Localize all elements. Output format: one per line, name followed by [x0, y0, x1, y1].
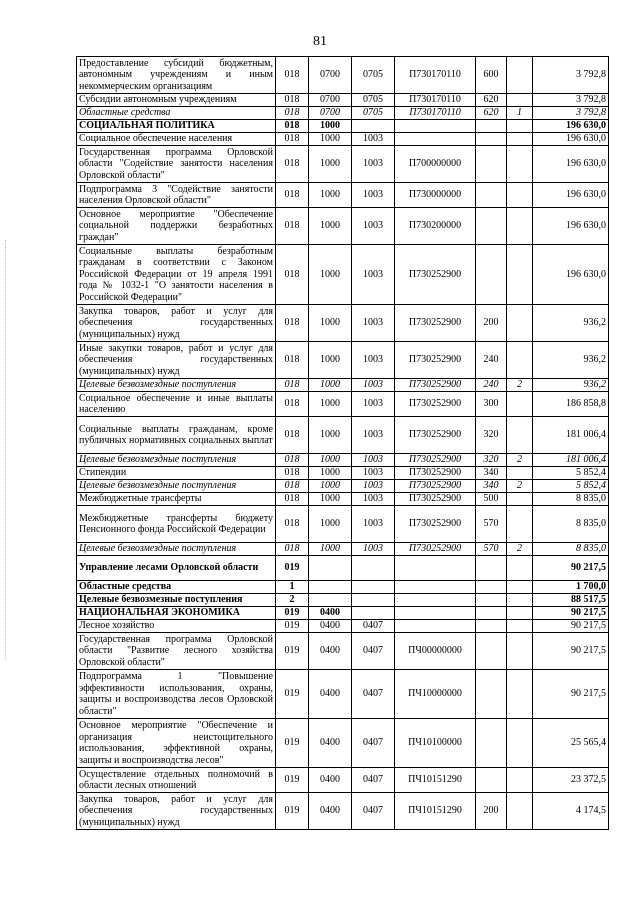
row-csr [395, 594, 476, 607]
row-sum: 1 700,0 [533, 581, 609, 594]
row-src [507, 146, 533, 183]
row-sum: 3 792,8 [533, 107, 609, 120]
row-csr: П730252900 [395, 480, 476, 493]
row-src: 2 [507, 379, 533, 392]
row-src: 2 [507, 543, 533, 556]
row-sum: 936,2 [533, 379, 609, 392]
row-name: Основное мероприятие "Обеспечение и организация неистощительного использования, эффективной охраны, защиты и воспроизводства лесов" [77, 719, 276, 768]
row-csr: ПЧ00000000 [395, 633, 476, 670]
row-name: Социальные выплаты безработным гражданам в соответствии с Законом Российской Федерации от 19 апреля 1991 года № 1032-1 "О занятости населения в Российской Федерации" [77, 245, 276, 305]
row-src: 2 [507, 454, 533, 467]
row-src: 2 [507, 480, 533, 493]
row-ved: 019 [276, 719, 309, 768]
row-name: Целевые безвозмезные поступления [77, 594, 276, 607]
row-rz: 1000 [309, 417, 352, 454]
row-name: Управление лесами Орловской области [77, 556, 276, 581]
row-sum: 181 006,4 [533, 454, 609, 467]
table-row [77, 183, 609, 208]
table-row [77, 94, 609, 107]
row-ved: 018 [276, 146, 309, 183]
row-src [507, 719, 533, 768]
row-csr [395, 607, 476, 620]
table-row [77, 208, 609, 245]
row-ved: 018 [276, 94, 309, 107]
row-name: Государственная программа Орловской области "Развитие лесного хозяйства Орловской области" [77, 633, 276, 670]
row-src [507, 493, 533, 506]
page-number: 81 [313, 34, 327, 49]
row-rz: 1000 [309, 120, 352, 133]
row-csr: П730252900 [395, 417, 476, 454]
row-csr: П730252900 [395, 543, 476, 556]
row-name: Межбюджетные трансферты [77, 493, 276, 506]
row-src [507, 94, 533, 107]
row-sum: 90 217,5 [533, 607, 609, 620]
row-name: НАЦИОНАЛЬНАЯ ЭКОНОМИКА [77, 607, 276, 620]
row-csr [395, 120, 476, 133]
row-csr: П730252900 [395, 467, 476, 480]
row-ved: 1 [276, 581, 309, 594]
row-name: Основное мероприятие "Обеспечение социальной поддержки безработных граждан" [77, 208, 276, 245]
row-pr: 1003 [352, 208, 395, 245]
row-vr: 200 [476, 305, 507, 342]
row-ved: 018 [276, 506, 309, 543]
row-ved: 019 [276, 607, 309, 620]
row-name: Социальное обеспечение населения [77, 133, 276, 146]
row-vr: 240 [476, 342, 507, 379]
row-src [507, 342, 533, 379]
row-pr: 0407 [352, 670, 395, 719]
row-ved: 019 [276, 793, 309, 830]
row-csr [395, 620, 476, 633]
row-sum: 196 630,0 [533, 133, 609, 146]
row-rz: 1000 [309, 454, 352, 467]
row-pr [352, 594, 395, 607]
row-sum: 5 852,4 [533, 480, 609, 493]
table-row [77, 480, 609, 493]
row-pr: 0407 [352, 633, 395, 670]
row-sum: 3 792,8 [533, 57, 609, 94]
row-vr: 620 [476, 107, 507, 120]
table-row [77, 305, 609, 342]
row-csr: П730252900 [395, 245, 476, 305]
row-sum: 8 835,0 [533, 493, 609, 506]
row-vr [476, 183, 507, 208]
row-ved: 018 [276, 543, 309, 556]
row-pr: 1003 [352, 506, 395, 543]
row-csr: П730252900 [395, 342, 476, 379]
row-csr: ПЧ10100000 [395, 719, 476, 768]
row-pr: 1003 [352, 133, 395, 146]
row-vr: 240 [476, 379, 507, 392]
row-name: Закупка товаров, работ и услуг для обеспечения государственных (муниципальных) нужд [77, 793, 276, 830]
row-vr: 340 [476, 480, 507, 493]
row-sum: 88 517,5 [533, 594, 609, 607]
row-ved: 018 [276, 480, 309, 493]
table-row [77, 506, 609, 543]
row-sum: 90 217,5 [533, 670, 609, 719]
row-rz: 0400 [309, 768, 352, 793]
row-pr: 1003 [352, 417, 395, 454]
table-row [77, 146, 609, 183]
row-ved: 018 [276, 417, 309, 454]
row-ved: 018 [276, 392, 309, 417]
row-sum: 181 006,4 [533, 417, 609, 454]
table-row [77, 581, 609, 594]
row-vr: 340 [476, 467, 507, 480]
table-row [77, 392, 609, 417]
row-vr: 570 [476, 543, 507, 556]
row-name: Предоставление субсидий бюджетным, автономным учреждениям и иным некоммерческим организациям [77, 57, 276, 94]
row-name: Субсидии автономным учреждениям [77, 94, 276, 107]
row-vr [476, 208, 507, 245]
row-csr: П730200000 [395, 208, 476, 245]
row-rz: 0700 [309, 107, 352, 120]
row-pr: 1003 [352, 183, 395, 208]
table-row [77, 719, 609, 768]
row-rz: 1000 [309, 208, 352, 245]
row-sum: 4 174,5 [533, 793, 609, 830]
row-sum: 936,2 [533, 342, 609, 379]
row-vr [476, 594, 507, 607]
row-csr [395, 581, 476, 594]
row-rz: 1000 [309, 342, 352, 379]
row-vr [476, 556, 507, 581]
row-ved: 018 [276, 467, 309, 480]
row-pr: 0705 [352, 107, 395, 120]
row-pr: 0407 [352, 620, 395, 633]
row-ved: 019 [276, 620, 309, 633]
row-pr: 1003 [352, 454, 395, 467]
table-row [77, 556, 609, 581]
row-pr: 0407 [352, 793, 395, 830]
row-sum: 3 792,8 [533, 94, 609, 107]
row-name: Целевые безвозмездные поступления [77, 543, 276, 556]
row-sum: 8 835,0 [533, 506, 609, 543]
row-ved: 018 [276, 107, 309, 120]
row-src [507, 57, 533, 94]
row-pr: 1003 [352, 467, 395, 480]
row-name: Областные средства [77, 581, 276, 594]
row-sum: 196 630,0 [533, 183, 609, 208]
row-name: Межбюджетные трансферты бюджету Пенсионного фонда Российской Федерации [77, 506, 276, 543]
row-vr [476, 633, 507, 670]
row-csr: П730252900 [395, 392, 476, 417]
row-ved: 018 [276, 454, 309, 467]
row-vr: 500 [476, 493, 507, 506]
row-sum: 196 630,0 [533, 208, 609, 245]
row-sum: 936,2 [533, 305, 609, 342]
table-row [77, 417, 609, 454]
row-sum: 25 565,4 [533, 719, 609, 768]
row-name: Лесное хозяйство [77, 620, 276, 633]
table-row [77, 454, 609, 467]
row-rz [309, 581, 352, 594]
row-src [507, 417, 533, 454]
row-src: 1 [507, 107, 533, 120]
row-rz: 0400 [309, 793, 352, 830]
row-vr: 320 [476, 454, 507, 467]
row-csr [395, 556, 476, 581]
row-ved: 019 [276, 556, 309, 581]
row-pr: 1003 [352, 379, 395, 392]
row-pr: 1003 [352, 493, 395, 506]
row-vr: 620 [476, 94, 507, 107]
row-src [507, 120, 533, 133]
row-src [507, 793, 533, 830]
row-rz [309, 594, 352, 607]
table-row [77, 768, 609, 793]
row-src [507, 670, 533, 719]
row-rz: 1000 [309, 379, 352, 392]
row-vr [476, 670, 507, 719]
row-sum: 5 852,4 [533, 467, 609, 480]
row-pr: 0407 [352, 768, 395, 793]
row-rz: 0400 [309, 719, 352, 768]
row-name: Целевые безвозмездные поступления [77, 454, 276, 467]
row-ved: 018 [276, 342, 309, 379]
row-src [507, 467, 533, 480]
row-rz: 1000 [309, 493, 352, 506]
row-name: Областные средства [77, 107, 276, 120]
row-csr: П730252900 [395, 506, 476, 543]
row-pr: 1003 [352, 245, 395, 305]
row-sum: 186 858,8 [533, 392, 609, 417]
row-sum: 196 630,0 [533, 146, 609, 183]
row-csr: П730170110 [395, 57, 476, 94]
row-src [507, 768, 533, 793]
row-rz: 1000 [309, 392, 352, 417]
row-pr: 1003 [352, 342, 395, 379]
row-pr: 0705 [352, 94, 395, 107]
row-ved: 018 [276, 133, 309, 146]
row-csr: ПЧ10151290 [395, 768, 476, 793]
row-csr: П730252900 [395, 379, 476, 392]
row-name: Иные закупки товаров, работ и услуг для обеспечения государственных (муниципальных) нужд [77, 342, 276, 379]
row-src [507, 392, 533, 417]
row-src [507, 506, 533, 543]
row-csr: ПЧ10000000 [395, 670, 476, 719]
row-vr: 320 [476, 417, 507, 454]
row-vr [476, 768, 507, 793]
row-ved: 018 [276, 493, 309, 506]
row-csr: ПЧ10151290 [395, 793, 476, 830]
table-row [77, 133, 609, 146]
row-name: Социальные выплаты гражданам, кроме публичных нормативных социальных выплат [77, 417, 276, 454]
row-rz: 0400 [309, 633, 352, 670]
row-vr [476, 146, 507, 183]
row-name: Закупка товаров, работ и услуг для обеспечения государственных (муниципальных) нужд [77, 305, 276, 342]
row-vr: 570 [476, 506, 507, 543]
table-row [77, 245, 609, 305]
row-vr [476, 620, 507, 633]
row-name: Осуществление отдельных полномочий в области лесных отношений [77, 768, 276, 793]
row-vr [476, 245, 507, 305]
row-rz: 0400 [309, 607, 352, 620]
table-row [77, 620, 609, 633]
row-ved: 018 [276, 305, 309, 342]
table-row [77, 594, 609, 607]
row-src [507, 245, 533, 305]
row-sum: 8 835,0 [533, 543, 609, 556]
row-name: Подпрограмма 1 "Повышение эффективности использования, охраны, защиты и воспроизводства лесов Орловской области" [77, 670, 276, 719]
table-row [77, 379, 609, 392]
row-pr: 1003 [352, 480, 395, 493]
table-row [77, 543, 609, 556]
row-src [507, 133, 533, 146]
row-ved: 018 [276, 245, 309, 305]
table-row [77, 670, 609, 719]
row-pr: 1003 [352, 392, 395, 417]
row-src [507, 183, 533, 208]
row-rz: 1000 [309, 133, 352, 146]
row-src [507, 620, 533, 633]
row-vr: 600 [476, 57, 507, 94]
budget-table [76, 56, 609, 830]
row-csr: П700000000 [395, 146, 476, 183]
row-ved: 019 [276, 768, 309, 793]
row-sum: 196 630,0 [533, 120, 609, 133]
row-csr [395, 133, 476, 146]
row-ved: 018 [276, 208, 309, 245]
row-src [507, 607, 533, 620]
row-sum: 196 630,0 [533, 245, 609, 305]
row-pr: 0407 [352, 719, 395, 768]
row-ved: 018 [276, 57, 309, 94]
row-rz: 1000 [309, 305, 352, 342]
scan-edge-mark [5, 240, 7, 660]
row-rz: 0700 [309, 94, 352, 107]
row-src [507, 305, 533, 342]
row-rz: 1000 [309, 543, 352, 556]
row-vr: 300 [476, 392, 507, 417]
row-pr [352, 581, 395, 594]
row-pr [352, 120, 395, 133]
row-ved: 018 [276, 120, 309, 133]
row-pr: 1003 [352, 543, 395, 556]
row-name: Государственная программа Орловской области "Содействие занятости населения Орловской области" [77, 146, 276, 183]
row-sum: 90 217,5 [533, 556, 609, 581]
row-rz: 1000 [309, 183, 352, 208]
row-rz: 0400 [309, 620, 352, 633]
row-ved: 018 [276, 379, 309, 392]
table-row [77, 107, 609, 120]
row-pr [352, 556, 395, 581]
table-row [77, 342, 609, 379]
row-name: Социальное обеспечение и иные выплаты населению [77, 392, 276, 417]
row-sum: 23 372,5 [533, 768, 609, 793]
row-src [507, 556, 533, 581]
row-pr [352, 607, 395, 620]
row-ved: 2 [276, 594, 309, 607]
row-name: Подпрограмма 3 "Содействие занятости населения Орловской области" [77, 183, 276, 208]
row-ved: 019 [276, 670, 309, 719]
row-src [507, 581, 533, 594]
row-csr: П730252900 [395, 493, 476, 506]
row-rz: 0700 [309, 57, 352, 94]
table-row [77, 633, 609, 670]
row-name: СОЦИАЛЬНАЯ ПОЛИТИКА [77, 120, 276, 133]
row-rz [309, 556, 352, 581]
row-name: Целевые безвозмездные поступления [77, 379, 276, 392]
row-rz: 1000 [309, 245, 352, 305]
row-pr: 0705 [352, 57, 395, 94]
row-vr: 200 [476, 793, 507, 830]
row-csr: П730170110 [395, 107, 476, 120]
row-src [507, 208, 533, 245]
row-csr: П730000000 [395, 183, 476, 208]
row-rz: 1000 [309, 467, 352, 480]
row-sum: 90 217,5 [533, 620, 609, 633]
row-ved: 018 [276, 183, 309, 208]
row-vr [476, 719, 507, 768]
row-csr: П730170110 [395, 94, 476, 107]
row-csr: П730252900 [395, 454, 476, 467]
table-row [77, 493, 609, 506]
row-pr: 1003 [352, 146, 395, 183]
table-row [77, 120, 609, 133]
row-rz: 1000 [309, 146, 352, 183]
row-rz: 1000 [309, 506, 352, 543]
row-ved: 019 [276, 633, 309, 670]
row-vr [476, 133, 507, 146]
row-vr [476, 607, 507, 620]
row-sum: 90 217,5 [533, 633, 609, 670]
row-csr: П730252900 [395, 305, 476, 342]
row-src [507, 594, 533, 607]
row-vr [476, 581, 507, 594]
table-row [77, 607, 609, 620]
table-row [77, 467, 609, 480]
row-name: Целевые безвозмездные поступления [77, 480, 276, 493]
table-row [77, 793, 609, 830]
row-pr: 1003 [352, 305, 395, 342]
table-row [77, 57, 609, 94]
row-rz: 0400 [309, 670, 352, 719]
row-vr [476, 120, 507, 133]
row-src [507, 633, 533, 670]
row-name: Стипендии [77, 467, 276, 480]
row-rz: 1000 [309, 480, 352, 493]
